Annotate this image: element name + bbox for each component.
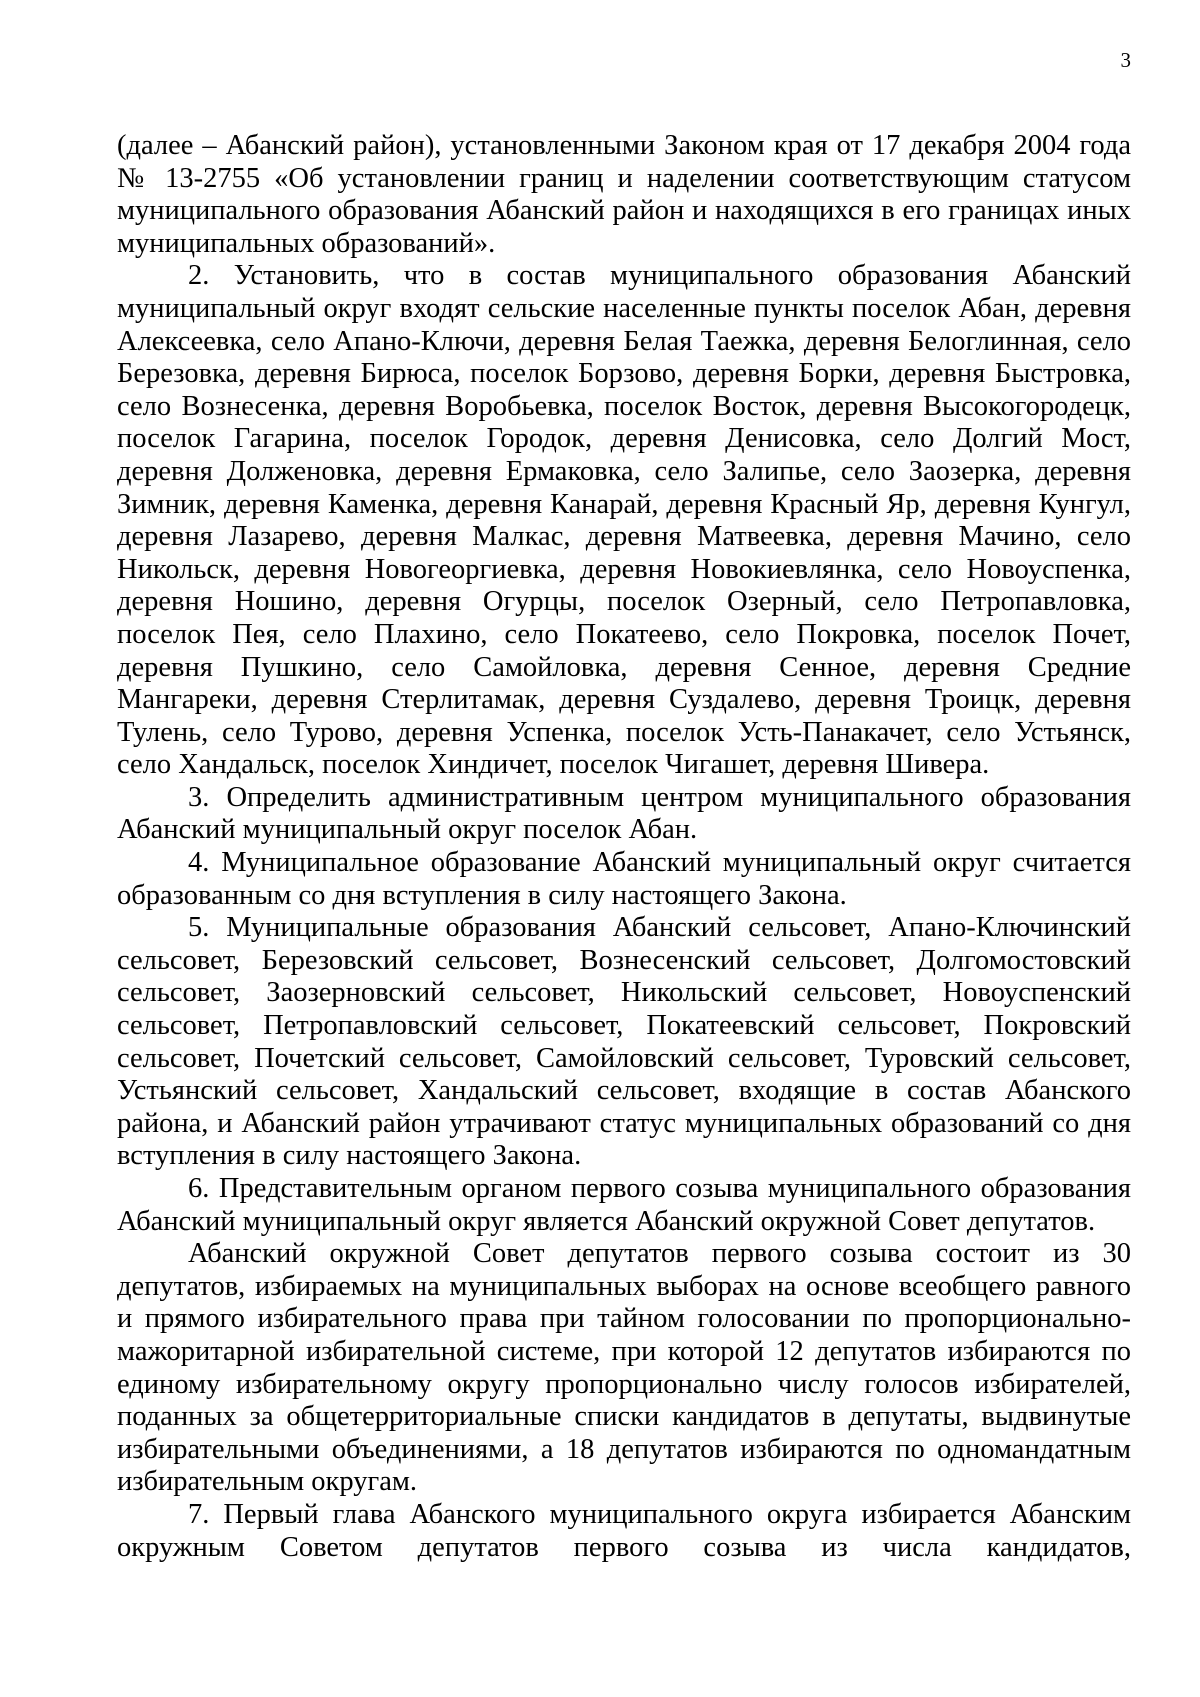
paragraph-item-5: 5. Муниципальные образования Абанский сельсовет, Апано-Ключинский сельсовет, Березовский сельсовет, Вознесенский сельсовет, Долгомостовский сельсовет, Заозерновский сельсовет, Никольский сельсовет, Новоуспенский сельсовет, Петропавловский сельсовет, Покатеевский сельсовет, Покровский сельсовет, Почетский сельсовет, Самойловский сельсовет, Туровский сельсовет, Устьянский сельсовет, Хандальский сельсовет, входящие в состав Абанского района, и Абанский район утрачивают статус муниципальных образований со дня вступления в силу настоящего Закона. bbox=[117, 912, 1131, 1172]
page-number: 3 bbox=[1120, 48, 1131, 72]
paragraph-item-7: 7. Первый глава Абанского муниципального округа избирается Абанским окружным Советом депутатов первого созыва из числа кандидатов, bbox=[117, 1498, 1131, 1563]
paragraph-item-2: 2. Установить, что в состав муниципального образования Абанский муниципальный округ входят сельские населенные пункты поселок Абан, деревня Алексеевка, село Апано-Ключи, деревня Белая Таежка, деревня Белоглинная, село Березовка, деревня Бирюса, поселок Борзово, деревня Борки, деревня Быстровка, село Вознесенка, деревня Воробьевка, поселок Восток, деревня Высокогородецк, поселок Гагарина, поселок Городок, деревня Денисовка, село Долгий Мост, деревня Долженовка, деревня Ермаковка, село Залипье, село Заозерка, деревня Зимник, деревня Каменка, деревня Канарай, деревня Красный Яр, деревня Кунгул, деревня Лазарево, деревня Малкас, деревня Матвеевка, деревня Мачино, село Никольск, деревня Новогеоргиевка, деревня Новокиевлянка, село Новоуспенка, деревня Ношино, деревня Огурцы, поселок Озерный, село Петропавловка, поселок Пея, село Плахино, село Покатеево, село Покровка, поселок Почет, деревня Пушкино, село Самойловка, деревня Сенное, деревня Средние Мангареки, деревня Стерлитамак, деревня Суздалево, деревня Троицк, деревня Тулень, село Турово, деревня Успенка, поселок Усть-Панакачет, село Устьянск, село Хандальск, поселок Хиндичет, поселок Чигашет, деревня Шивера. bbox=[117, 260, 1131, 781]
document-body bbox=[117, 130, 1131, 1564]
paragraph-item-3: 3. Определить административным центром муниципального образования Абанский муниципальный округ поселок Абан. bbox=[117, 781, 1131, 846]
paragraph-council-composition: Абанский окружной Совет депутатов первого созыва состоит из 30 депутатов, избираемых на муниципальных выборах на основе всеобщего равного и прямого избирательного права при тайном голосовании по пропорционально-мажоритарной избирательной системе, при которой 12 депутатов избираются по единому избирательному округу пропорционально числу голосов избирателей, поданных за общетерриториальные списки кандидатов в депутаты, выдвинутые избирательными объединениями, а 18 депутатов избираются по одномандатным избирательным округам. bbox=[117, 1238, 1131, 1498]
paragraph-continuation: (далее – Абанский район), установленными Законом края от 17 декабря 2004 года № 13-2755 «Об установлении границ и наделении соответствующим статусом муниципального образования Абанский район и находящихся в его границах иных муниципальных образований». bbox=[117, 130, 1131, 259]
paragraph-item-6: 6. Представительным органом первого созыва муниципального образования Абанский муниципальный округ является Абанский окружной Совет депутатов. bbox=[117, 1173, 1131, 1237]
paragraph-item-4: 4. Муниципальное образование Абанский муниципальный округ считается образованным со дня вступления в силу настоящего Закона. bbox=[117, 847, 1131, 911]
